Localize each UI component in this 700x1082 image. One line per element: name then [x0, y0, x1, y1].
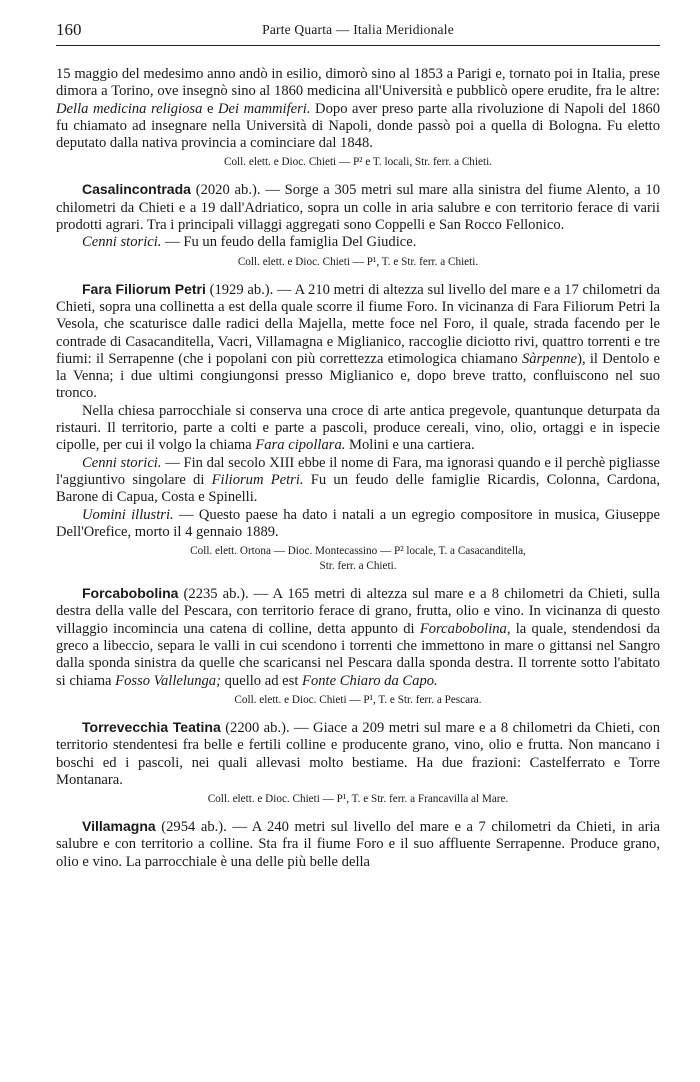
running-title: Parte Quarta — Italia Meridionale [262, 22, 454, 37]
entry-note: Coll. elett. e Dioc. Chieti — P¹, T. e Str. ferr. a Chieti. [237, 255, 479, 268]
intro-note: Coll. elett. e Dioc. Chieti — P² e T. locali, Str. ferr. a Chieti. [224, 156, 492, 169]
entry-name: Forcabobolina [82, 585, 179, 602]
entry-note: Coll. elett. Ortona — Dioc. Montecassino — P² locale, T. a Casacanditella, Str. ferr. a Chieti. [190, 545, 526, 573]
entry-torrevecchia-teatina: Torrevecchia Teatina (2200 ab.). — Giace a 209 metri sul mare e a 8 chilometri da Chieti, con territorio stendentesi fra belle e fertili colline e producente grano, vino, olio e frutta. Non mancano i boschi ed i pascoli, nei quali allevasi molto bestiame. Ha due frazioni: Castelferrato e Torre Montanara. Coll. elett. e Dioc. Chieti — P¹, T. e Str. ferr. a Francavilla al Mare. [56, 718, 660, 806]
entry-forcabobolina: Forcabobolina (2235 ab.). — A 165 metri di altezza sul mare e a 8 chilometri da Chieti, sulla destra della valle del Pescara, con territorio ferace di grano, frutta, olio e vino. In vicinanza di questo villaggio incomincia una catena di colline, detta appunto di Forcabobolina, la quale, stendendosi da greco a libeccio, separa le valli in cui scendono i torrenti che immettono in mare o gittansi nel Sangro dalla sponda sinistra da quelle che scaricansi nel Pescara dalla sponda destra. Il torrente sotto l'abitato si chiama Fosso Vallelunga; quello ad est Fonte Chiaro da Capo. Coll. elett. e Dioc. Chieti — P¹, T. e Str. ferr. a Pescara. [56, 585, 660, 706]
entry-villamagna: Villamagna (2954 ab.). — A 240 metri sul livello del mare e a 7 chilometri da Chieti, in aria salubre e con territorio a colline. Sta fra il fiume Foro e il suo affluente Serrapenne. Produce grano, olio e vino. La parrocchiale è una delle più belle della [56, 818, 660, 870]
entry-name: Villamagna [82, 818, 156, 835]
page-header [56, 18, 660, 42]
entry-note: Coll. elett. e Dioc. Chieti — P¹, T. e Str. ferr. a Francavilla al Mare. [207, 793, 509, 806]
entry-name: Casalincontrada [82, 181, 191, 198]
entry-fara-filiorum-petri: Fara Filiorum Petri (1929 ab.). — A 210 metri di altezza sul livello del mare e a 17 chilometri da Chieti, sopra una collinetta a est della quale scorre il fiume Foro. In vicinanza di Fara Filiorum Petri la Vesola, che scaturisce dalle radici della Majella, mette foce nel Foro, il quale, strada facendo per le contrade di Casacanditella, Vacri, Villamagna e Miglianico, raccoglie diciotto rivi, quattro torrenti e tre fiumi: il Serrapenne (che i popolani con più correttezza etimologica chiamano Sàrpenne), il Dentolo e la Venna; i due ultimi congiungonsi presso Miglianico e, dopo breve tratto, confluiscono nel suo tronco. Nella chiesa parrocchiale si conserva una croce di arte antica pregevole, quantunque deturpata da ristauri. Il territorio, parte a colti e parte a pascoli, produce cereali, vino, olio, ortaggi e in ispecie cipolle, per cui il volgo la chiama Fara cipollara. Molini e una cartiera. Cenni storici. — Fin dal secolo XIII ebbe il nome di Fara, ma ignorasi quando e il perchè pigliasse l'aggiuntivo singolare di Filiorum Petri. Fu un feudo delle famiglie Ricardis, Colonna, Cardona, Barone di Capua, Costa e Spinelli. Uomini illustri. — Questo paese ha dato i natali a un egregio compositore in musica, Giuseppe Dell'Orefice, morto il 4 gennaio 1889. Coll. elett. Ortona — Dioc. Montecassino — P² locale, T. a Casacanditella, Str. ferr. a Chieti. [56, 280, 660, 573]
entry-name: Fara Filiorum Petri [82, 280, 206, 297]
header-rule [56, 45, 660, 46]
entry-casalincontrada: Casalincontrada (2020 ab.). — Sorge a 305 metri sul mare alla sinistra del fiume Alento, a 10 chilometri da Chieti e a 19 dall'Adriatico, sopra un colle in aria salubre e con territorio ferace di varii prodotti agrari. Tra i principali villaggi aggregati sono Coppelli e San Rocco Fellonico. Cenni storici. — Fu un feudo della famiglia Del Giudice. Coll. elett. e Dioc. Chieti — P¹, T. e Str. ferr. a Chieti. [56, 181, 660, 268]
entry-note: Coll. elett. e Dioc. Chieti — P¹, T. e Str. ferr. a Pescara. [234, 693, 482, 706]
page-number: 160 [56, 20, 82, 39]
entry-name: Torrevecchia Teatina [82, 718, 221, 735]
page-body [56, 66, 660, 871]
intro-paragraph: 15 maggio del medesimo anno andò in esilio, dimorò sino al 1853 a Parigi e, tornato poi in Italia, prese dimora a Torino, ove insegnò sino al 1860 medicina all'Università e pubblicò opere erudite, fra le altre: Della medicina religiosa e Dei mammiferi. Dopo aver preso parte alla rivoluzione di Napoli del 1860 fu chiamato ad insegnare nella Università di Napoli, donde passò poi a quella di Bologna. Fu eletto deputato dalla nativa provincia a cominciare dal 1848. [56, 66, 660, 152]
